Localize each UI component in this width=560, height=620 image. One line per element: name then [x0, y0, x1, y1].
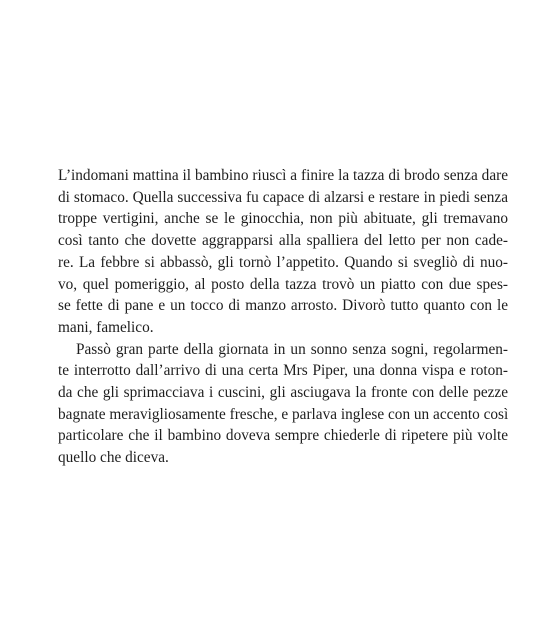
text-line: se fette di pane e un tocco di manzo arrosto. Divorò tutto quanto con le: [58, 297, 508, 315]
text-line: vo, quel pomeriggio, al posto della tazza trovò un piatto con due spes-: [58, 275, 508, 293]
text-line: di stomaco. Quella successiva fu capace di alzarsi e restare in piedi senza: [58, 188, 508, 206]
text-line: particolare che il bambino doveva sempre chiederle di ripetere più volte: [58, 427, 508, 445]
text-line: così tanto che dovette aggrapparsi alla spalliera del letto per non cade-: [58, 232, 508, 250]
text-line: L’indomani mattina il bambino riuscì a finire la tazza di brodo senza dare: [58, 167, 508, 184]
text-line: da che gli sprimacciava i cuscini, gli asciugava la fronte con delle pezze: [58, 384, 508, 402]
text-line: mani, famelico.: [58, 318, 154, 336]
paragraph-2: [58, 339, 508, 469]
text-line: te interrotto dall’arrivo di una certa Mrs Piper, una donna vispa e roton-: [58, 362, 508, 380]
paragraph-1: [58, 165, 508, 339]
text-line: quello che diceva.: [58, 449, 169, 467]
text-line: bagnate meravigliosamente fresche, e parlava inglese con un accento così: [58, 405, 509, 423]
text-line: re. La febbre si abbassò, gli tornò l’appetito. Quando si svegliò di nuo-: [58, 253, 508, 271]
body-text: [58, 165, 508, 469]
text-line: troppe vertigini, anche se le ginocchia, non più abituate, gli tremavano: [58, 210, 508, 228]
text-line: Passò gran parte della giornata in un sonno senza sogni, regolarmen-: [76, 340, 508, 358]
